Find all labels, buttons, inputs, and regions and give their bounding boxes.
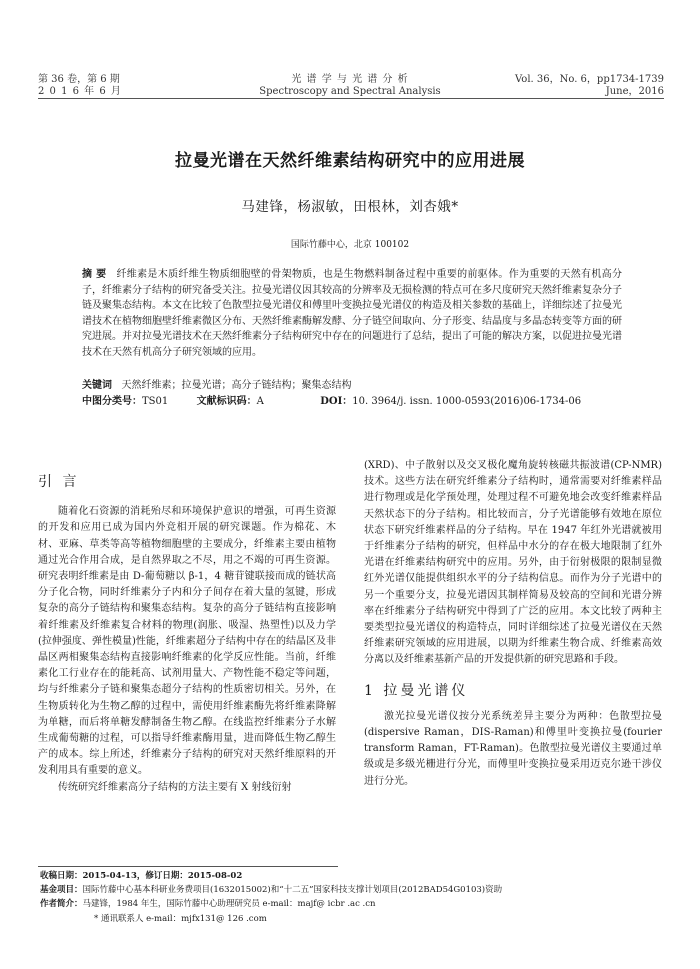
footnote-author <box>40 897 660 911</box>
author-bio-text: 马建锋，1984 年生，国际竹藤中心助理研究员 e-mail：majf@ icbr .ac .cn <box>82 899 376 909</box>
article-title: 拉曼光谱在天然纤维素结构研究中的应用进展 <box>175 151 525 171</box>
doc-code-label: 文献标识码： <box>196 396 257 407</box>
keywords-text: 天然纤维素；拉曼光谱；高分子链结构；聚集态结构 <box>121 380 352 391</box>
header-divider <box>38 98 664 99</box>
classification-line <box>82 394 642 409</box>
intro-paragraph-2-start: 传统研究纤维素高分子结构的方法主要有 X 射线衍射 <box>58 781 292 793</box>
footnote-received <box>40 869 660 883</box>
author-bio-label: 作者简介： <box>40 899 83 909</box>
intro-paragraph-2-continued: (XRD)、中子散射以及交叉极化魔角旋转核磁共振波谱(CP-NMR)技术。这些方法在研究纤维素分子结构时，通常需要对纤维素样品进行物理或是化学预处理，处理过程不可避免地会改变纤维素样品天然状态下的分子结构。相比较而言，分子光谱能够有效地在原位状态下研究纤维素样品的分子结构。早在 1947 年红外光谱就被用于纤维素分子结构的研究，但样品中水分的存在极大地限制了红外光谱在纤维素结构研究中的应用。另外，由于衍射极限的限制显微红外光谱仅能提供组织水平的分子结构信息。而作为分子光谱中的另一个重要分支，拉曼光谱因其制样简易及较高的空间和光谱分辨率在纤维素分子结构研究中得到了广泛的应用。本文比较了两种主要类型拉曼光谱仪的构造特点，同时详细综述了拉曼光谱仪在天然纤维素研究领域的应用进展，以期为纤维素生物合成、纤维素高效分离以及纤维素基新产品的开发提供新的研究思路和手段。 <box>364 460 662 666</box>
right-column <box>364 458 662 790</box>
journal-title-en: Spectroscopy and Spectral Analysis <box>259 86 441 97</box>
abstract-text: 纤维素是木质纤维生物质细胞壁的骨架物质，也是生物燃料制备过程中重要的前驱体。作为重要的天然有机高分子，纤维素分子结构的研究备受关注。拉曼光谱仪因其较高的分辨率及无损检测的特点可在多尺度研究天然纤维素复杂分子链及聚集态结构。本文在比较了色散型拉曼光谱仪和傅里叶变换拉曼光谱仪的构造及相关参数的基础上，详细综述了拉曼光谱技术在植物细胞壁纤维素微区分布、天然纤维素酶解发酵、分子链空间取向、分子形变、结晶度与多晶态转变等方面的研究进展。并对拉曼光谱技术在天然纤维素分子结构研究中存在的问题进行了总结，提出了可能的解决方案，以促进拉曼光谱技术在天然有机高分子研究领域的应用。 <box>82 269 622 358</box>
footnote-divider <box>38 866 338 867</box>
affiliation: 国际竹藤中心，北京 100102 <box>290 240 410 250</box>
journal-date: 2 0 1 6 年 6 月 <box>38 86 122 97</box>
clc-label: 中图分类号： <box>82 396 142 407</box>
fund-text: 国际竹藤中心基本科研业务费项目(1632015002)和“十二五”国家科技支撑计划项目(2012BAD54G0103)资助 <box>82 885 503 895</box>
section-1-heading: 1 拉曼光谱仪 <box>364 682 469 699</box>
abstract <box>82 267 622 361</box>
keywords <box>82 378 642 393</box>
doc-code-value: A <box>256 396 264 407</box>
clc-value: TS01 <box>142 396 169 407</box>
intro-heading: 引 言 <box>38 474 80 490</box>
section-1-paragraph-1: 激光拉曼光谱仪按分光系统差异主要分为两种：色散型拉曼(dispersive Raman，DIS-Raman)和傅里叶变换拉曼(fourier transform Raman，FT-Raman)。色散型拉曼光谱仪主要通过单级或是多级光栅进行分光，而傅里叶变换拉曼采用迈克尔逊干涉仪进行分光。 <box>364 710 662 787</box>
author-list: 马建锋，杨淑敏，田根林，刘杏娥* <box>241 199 459 215</box>
abstract-label: 摘 要 <box>82 269 107 280</box>
footnote-fund <box>40 883 660 897</box>
doi-label: DOI： <box>320 396 353 407</box>
footnote-corresponding: * 通讯联系人 e-mail：mjfx131@ 126 .com <box>94 914 267 924</box>
journal-volume-issue: 第 36 卷，第 6 期 <box>38 74 120 85</box>
fund-label: 基金项目： <box>40 885 83 895</box>
journal-vol-pages: Vol. 36，No. 6，pp1734-1739 <box>515 74 664 85</box>
received-dates: 收稿日期：2015-04-13，修订日期：2015-08-02 <box>40 871 243 881</box>
left-column <box>38 474 336 796</box>
keywords-label: 关键词 <box>82 380 112 391</box>
journal-month: June，2016 <box>605 86 664 97</box>
doi-value: 10. 3964/j. issn. 1000-0593(2016)06-1734-06 <box>352 396 582 407</box>
journal-title-cn: 光 谱 学 与 光 谱 分 析 <box>291 74 409 85</box>
intro-paragraph-1: 随着化石资源的消耗殆尽和环境保护意识的增强，可再生资源的开发和应用已成为国内外竞相开展的研究课题。作为棉花、木材、亚麻、草类等高等植物细胞壁的主要成分，纤维素主要由植物通过光合作用合成，是自然界取之不尽，用之不竭的可再生资源。研究表明纤维素是由 D-葡萄糖以 β-1，4 糖苷键联接而成的链状高分子化合物，同时纤维素分子内和分子间存在着大量的氢键，形成复杂的高分子链结构和聚集态结构。复杂的高分子链结构直接影响着纤维素及纤维素复合材料的物理(润胀、吸湿、热塑性)以及力学(拉伸强度、弹性模量)性能，纤维素超分子结构中存在的结晶区及非晶区两相聚集态结构直接影响纤维素的化学反应性能。当前，纤维素化工行业存在的能耗高、试剂用量大、产物性能不稳定等问题，均与纤维素分子链和聚集态超分子结构的性质密切相关。另外，在生物质转化为生物乙醇的过程中，需使用纤维素酶先将纤维素降解为单糖，而后将单糖发酵制备生物乙醇。在线监控纤维素分子水解生成葡萄糖的过程，可以指导纤维素酶用量，进而降低生物乙醇生产的成本。综上所述，纤维素分子结构的研究对天然纤维原料的开发利用具有重要的意义。 <box>38 506 336 777</box>
